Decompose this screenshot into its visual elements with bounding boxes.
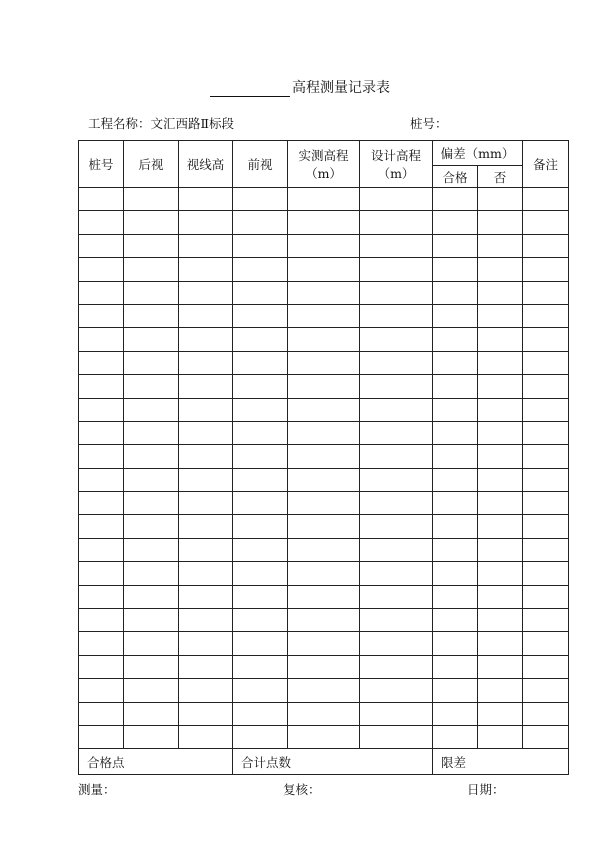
table-row <box>79 445 569 468</box>
table-cell[interactable] <box>288 375 360 398</box>
table-cell[interactable] <box>124 328 179 351</box>
table-cell[interactable] <box>124 725 179 748</box>
table-cell[interactable] <box>288 258 360 281</box>
table-cell[interactable] <box>478 562 523 585</box>
header-remarks: 备注 <box>523 141 569 188</box>
table-cell[interactable] <box>478 351 523 374</box>
table-cell[interactable] <box>433 632 478 655</box>
table-cell[interactable] <box>179 351 233 374</box>
table-cell[interactable] <box>233 445 288 468</box>
table-cell[interactable] <box>478 281 523 304</box>
table-cell[interactable] <box>478 421 523 444</box>
table-cell[interactable] <box>233 234 288 257</box>
table-cell[interactable] <box>179 281 233 304</box>
table-cell[interactable] <box>360 655 433 678</box>
table-cell[interactable] <box>523 585 569 608</box>
table-cell[interactable] <box>360 375 433 398</box>
table-cell[interactable] <box>179 328 233 351</box>
table-cell[interactable] <box>233 562 288 585</box>
table-body <box>79 188 569 749</box>
table-cell[interactable] <box>124 351 179 374</box>
table-cell[interactable] <box>360 304 433 327</box>
surveyor-signature-label: 测量： <box>78 782 116 797</box>
table-cell[interactable] <box>79 281 124 304</box>
table-cell[interactable] <box>124 258 179 281</box>
table-cell[interactable] <box>124 188 179 211</box>
table-cell[interactable] <box>124 632 179 655</box>
table-cell[interactable] <box>179 258 233 281</box>
table-row <box>79 655 569 678</box>
table-cell[interactable] <box>433 515 478 538</box>
table-cell[interactable] <box>433 398 478 421</box>
table-cell[interactable] <box>124 538 179 561</box>
table-cell[interactable] <box>360 421 433 444</box>
table-cell[interactable] <box>433 328 478 351</box>
table-cell[interactable] <box>179 655 233 678</box>
header-deviation: 偏差（mm） <box>433 141 523 166</box>
table-cell[interactable] <box>124 421 179 444</box>
table-cell[interactable] <box>79 375 124 398</box>
table-cell[interactable] <box>360 492 433 515</box>
table-cell[interactable] <box>433 234 478 257</box>
table-cell[interactable] <box>523 328 569 351</box>
table-cell[interactable] <box>523 234 569 257</box>
elevation-record-table <box>78 140 569 775</box>
table-cell[interactable] <box>288 398 360 421</box>
table-cell[interactable] <box>288 421 360 444</box>
table-cell[interactable] <box>179 702 233 725</box>
table-cell[interactable] <box>523 398 569 421</box>
table-cell[interactable] <box>433 655 478 678</box>
table-cell[interactable] <box>179 515 233 538</box>
table-cell[interactable] <box>360 258 433 281</box>
table-cell[interactable] <box>79 258 124 281</box>
table-cell[interactable] <box>523 725 569 748</box>
table-cell[interactable] <box>523 702 569 725</box>
table-cell[interactable] <box>179 188 233 211</box>
table-cell[interactable] <box>523 421 569 444</box>
table-cell[interactable] <box>79 351 124 374</box>
header-design-elevation <box>360 141 433 188</box>
table-cell[interactable] <box>523 281 569 304</box>
header-foresight: 前视 <box>233 141 288 188</box>
table-cell[interactable] <box>124 585 179 608</box>
table-cell[interactable] <box>433 538 478 561</box>
table-cell[interactable] <box>179 234 233 257</box>
header-measured-elevation-unit: （m） <box>305 166 342 181</box>
table-cell[interactable] <box>288 468 360 491</box>
table-cell[interactable] <box>360 679 433 702</box>
table-cell[interactable] <box>124 468 179 491</box>
table-cell[interactable] <box>179 679 233 702</box>
table-cell[interactable] <box>179 375 233 398</box>
table-cell[interactable] <box>124 281 179 304</box>
table-cell[interactable] <box>360 585 433 608</box>
table-cell[interactable] <box>478 468 523 491</box>
table-cell[interactable] <box>433 679 478 702</box>
table-cell[interactable] <box>79 492 124 515</box>
table-cell[interactable] <box>478 515 523 538</box>
table-cell[interactable] <box>79 515 124 538</box>
table-cell[interactable] <box>433 492 478 515</box>
table-cell[interactable] <box>79 328 124 351</box>
table-cell[interactable] <box>360 702 433 725</box>
table-cell[interactable] <box>478 725 523 748</box>
table-cell[interactable] <box>523 562 569 585</box>
table-cell[interactable] <box>433 375 478 398</box>
table-cell[interactable] <box>360 725 433 748</box>
table-cell[interactable] <box>360 468 433 491</box>
table-cell[interactable] <box>288 562 360 585</box>
document-title: 高程测量记录表 <box>292 80 390 96</box>
table-cell[interactable] <box>124 304 179 327</box>
table-cell[interactable] <box>478 492 523 515</box>
table-cell[interactable] <box>433 188 478 211</box>
table-cell[interactable] <box>79 655 124 678</box>
table-cell[interactable] <box>433 211 478 234</box>
table-row <box>79 679 569 702</box>
table-cell[interactable] <box>288 188 360 211</box>
table-row <box>79 609 569 632</box>
table-cell[interactable] <box>124 609 179 632</box>
table-cell[interactable] <box>124 445 179 468</box>
table-cell[interactable] <box>433 445 478 468</box>
table-cell[interactable] <box>124 515 179 538</box>
table-cell[interactable] <box>523 211 569 234</box>
table-cell[interactable] <box>179 609 233 632</box>
table-row <box>79 328 569 351</box>
table-cell[interactable] <box>360 188 433 211</box>
table-cell[interactable] <box>433 258 478 281</box>
table-cell[interactable] <box>478 609 523 632</box>
table-row <box>79 515 569 538</box>
table-cell[interactable] <box>523 445 569 468</box>
header-line-of-sight-height: 视线高 <box>179 141 233 188</box>
table-cell[interactable] <box>288 632 360 655</box>
table-cell[interactable] <box>179 492 233 515</box>
table-cell[interactable] <box>523 538 569 561</box>
table-cell[interactable] <box>523 679 569 702</box>
header-backsight: 后视 <box>124 141 179 188</box>
table-cell[interactable] <box>179 562 233 585</box>
header-measured-elevation <box>288 141 360 188</box>
table-cell[interactable] <box>233 492 288 515</box>
table-row <box>79 538 569 561</box>
table-cell[interactable] <box>233 258 288 281</box>
table-cell[interactable] <box>523 351 569 374</box>
table-cell[interactable] <box>233 421 288 444</box>
table-cell[interactable] <box>79 702 124 725</box>
table-cell[interactable] <box>233 211 288 234</box>
table-cell[interactable] <box>433 351 478 374</box>
table-row <box>79 211 569 234</box>
table-cell[interactable] <box>179 398 233 421</box>
table-cell[interactable] <box>288 585 360 608</box>
footer-tolerance: 限差 <box>433 749 569 775</box>
header-design-elevation-unit: （m） <box>377 166 415 181</box>
table-cell[interactable] <box>79 609 124 632</box>
station-field-label: 桩号： <box>410 116 448 131</box>
table-cell[interactable] <box>478 234 523 257</box>
table-cell[interactable] <box>360 211 433 234</box>
table-cell[interactable] <box>478 258 523 281</box>
table-cell[interactable] <box>233 304 288 327</box>
table-cell[interactable] <box>523 304 569 327</box>
table-cell[interactable] <box>79 562 124 585</box>
table-cell[interactable] <box>288 609 360 632</box>
table-cell[interactable] <box>433 304 478 327</box>
table-cell[interactable] <box>433 725 478 748</box>
table-cell[interactable] <box>79 679 124 702</box>
table-cell[interactable] <box>523 609 569 632</box>
table-cell[interactable] <box>79 188 124 211</box>
table-cell[interactable] <box>179 445 233 468</box>
table-cell[interactable] <box>233 351 288 374</box>
table-row <box>79 725 569 748</box>
table-cell[interactable] <box>360 562 433 585</box>
table-cell[interactable] <box>124 492 179 515</box>
table-cell[interactable] <box>478 632 523 655</box>
table-row <box>79 562 569 585</box>
table-cell[interactable] <box>288 211 360 234</box>
table-row <box>79 632 569 655</box>
table-cell[interactable] <box>478 328 523 351</box>
table-cell[interactable] <box>433 702 478 725</box>
table-cell[interactable] <box>79 211 124 234</box>
table-cell[interactable] <box>233 725 288 748</box>
table-cell[interactable] <box>233 468 288 491</box>
table-cell[interactable] <box>233 655 288 678</box>
header-pass: 合格 <box>433 166 478 188</box>
table-row <box>79 702 569 725</box>
table-cell[interactable] <box>478 585 523 608</box>
table-cell[interactable] <box>478 398 523 421</box>
table-cell[interactable] <box>360 281 433 304</box>
table-cell[interactable] <box>79 468 124 491</box>
table-cell[interactable] <box>288 281 360 304</box>
table-cell[interactable] <box>523 515 569 538</box>
table-row <box>79 188 569 211</box>
table-cell[interactable] <box>179 725 233 748</box>
table-cell[interactable] <box>124 702 179 725</box>
project-name: 工程名称：文汇西路Ⅱ标段 <box>88 116 234 131</box>
table-row <box>79 234 569 257</box>
table-cell[interactable] <box>478 702 523 725</box>
table-cell[interactable] <box>233 609 288 632</box>
title-blank-line <box>210 82 290 97</box>
table-cell[interactable] <box>124 562 179 585</box>
table-cell[interactable] <box>233 375 288 398</box>
table-cell[interactable] <box>124 234 179 257</box>
table-cell[interactable] <box>478 304 523 327</box>
table-cell[interactable] <box>360 515 433 538</box>
table-cell[interactable] <box>79 398 124 421</box>
table-cell[interactable] <box>233 281 288 304</box>
table-cell[interactable] <box>288 702 360 725</box>
table-cell[interactable] <box>360 234 433 257</box>
table-cell[interactable] <box>124 375 179 398</box>
table-cell[interactable] <box>360 632 433 655</box>
table-cell[interactable] <box>360 328 433 351</box>
table-cell[interactable] <box>478 679 523 702</box>
table-cell[interactable] <box>179 468 233 491</box>
table-cell[interactable] <box>523 258 569 281</box>
table-cell[interactable] <box>124 211 179 234</box>
table-row <box>79 258 569 281</box>
table-cell[interactable] <box>79 304 124 327</box>
table-cell[interactable] <box>478 188 523 211</box>
table-cell[interactable] <box>288 445 360 468</box>
table-cell[interactable] <box>233 679 288 702</box>
table-cell[interactable] <box>360 538 433 561</box>
table-cell[interactable] <box>478 375 523 398</box>
table-cell[interactable] <box>233 515 288 538</box>
table-cell[interactable] <box>523 188 569 211</box>
table-cell[interactable] <box>433 468 478 491</box>
table-cell[interactable] <box>288 351 360 374</box>
footer-total-points: 合计点数 <box>233 749 433 775</box>
table-cell[interactable] <box>179 211 233 234</box>
table-row <box>79 281 569 304</box>
table-cell[interactable] <box>288 328 360 351</box>
table-cell[interactable] <box>124 679 179 702</box>
table-cell[interactable] <box>79 585 124 608</box>
table-cell[interactable] <box>179 304 233 327</box>
table-cell[interactable] <box>288 515 360 538</box>
table-cell[interactable] <box>233 328 288 351</box>
document-title-block <box>0 77 600 97</box>
table-cell[interactable] <box>79 538 124 561</box>
table-cell[interactable] <box>79 445 124 468</box>
header-design-elevation-label: 设计高程 <box>370 148 421 163</box>
table-cell[interactable] <box>233 585 288 608</box>
table-cell[interactable] <box>288 538 360 561</box>
table-row <box>79 398 569 421</box>
table-cell[interactable] <box>233 632 288 655</box>
table-cell[interactable] <box>288 679 360 702</box>
header-measured-elevation-label: 实测高程 <box>298 148 349 163</box>
table-cell[interactable] <box>523 655 569 678</box>
table-cell[interactable] <box>478 655 523 678</box>
date-label: 日期： <box>467 782 505 797</box>
table-cell[interactable] <box>433 421 478 444</box>
table-cell[interactable] <box>478 211 523 234</box>
table-cell[interactable] <box>360 445 433 468</box>
table-cell[interactable] <box>523 375 569 398</box>
table-cell[interactable] <box>124 655 179 678</box>
table-cell[interactable] <box>360 351 433 374</box>
reviewer-signature-label: 复核： <box>283 782 321 797</box>
table-cell[interactable] <box>288 304 360 327</box>
table-cell[interactable] <box>478 445 523 468</box>
table-row <box>79 421 569 444</box>
table-cell[interactable] <box>360 609 433 632</box>
table-cell[interactable] <box>523 632 569 655</box>
table-cell[interactable] <box>233 538 288 561</box>
table-cell[interactable] <box>433 281 478 304</box>
table-cell[interactable] <box>79 725 124 748</box>
table-row <box>79 468 569 491</box>
table-cell[interactable] <box>124 398 179 421</box>
table-cell[interactable] <box>478 538 523 561</box>
table-cell[interactable] <box>288 725 360 748</box>
table-cell[interactable] <box>523 468 569 491</box>
table-cell[interactable] <box>288 655 360 678</box>
footer-pass-points: 合格点 <box>79 749 233 775</box>
table-cell[interactable] <box>433 585 478 608</box>
table-cell[interactable] <box>233 702 288 725</box>
table-row <box>79 351 569 374</box>
table-cell[interactable] <box>288 234 360 257</box>
table-cell[interactable] <box>79 421 124 444</box>
table-cell[interactable] <box>79 632 124 655</box>
table-cell[interactable] <box>179 421 233 444</box>
table-row <box>79 304 569 327</box>
table-cell[interactable] <box>179 585 233 608</box>
table-cell[interactable] <box>233 188 288 211</box>
table-cell[interactable] <box>433 562 478 585</box>
table-cell[interactable] <box>360 398 433 421</box>
table-cell[interactable] <box>233 398 288 421</box>
table-cell[interactable] <box>179 632 233 655</box>
header-fail: 否 <box>478 166 523 188</box>
table-cell[interactable] <box>79 234 124 257</box>
table-cell[interactable] <box>179 538 233 561</box>
header-station: 桩号 <box>79 141 124 188</box>
table-row <box>79 492 569 515</box>
table-row <box>79 375 569 398</box>
table-cell[interactable] <box>433 609 478 632</box>
table-row <box>79 585 569 608</box>
table-cell[interactable] <box>288 492 360 515</box>
table-cell[interactable] <box>523 492 569 515</box>
